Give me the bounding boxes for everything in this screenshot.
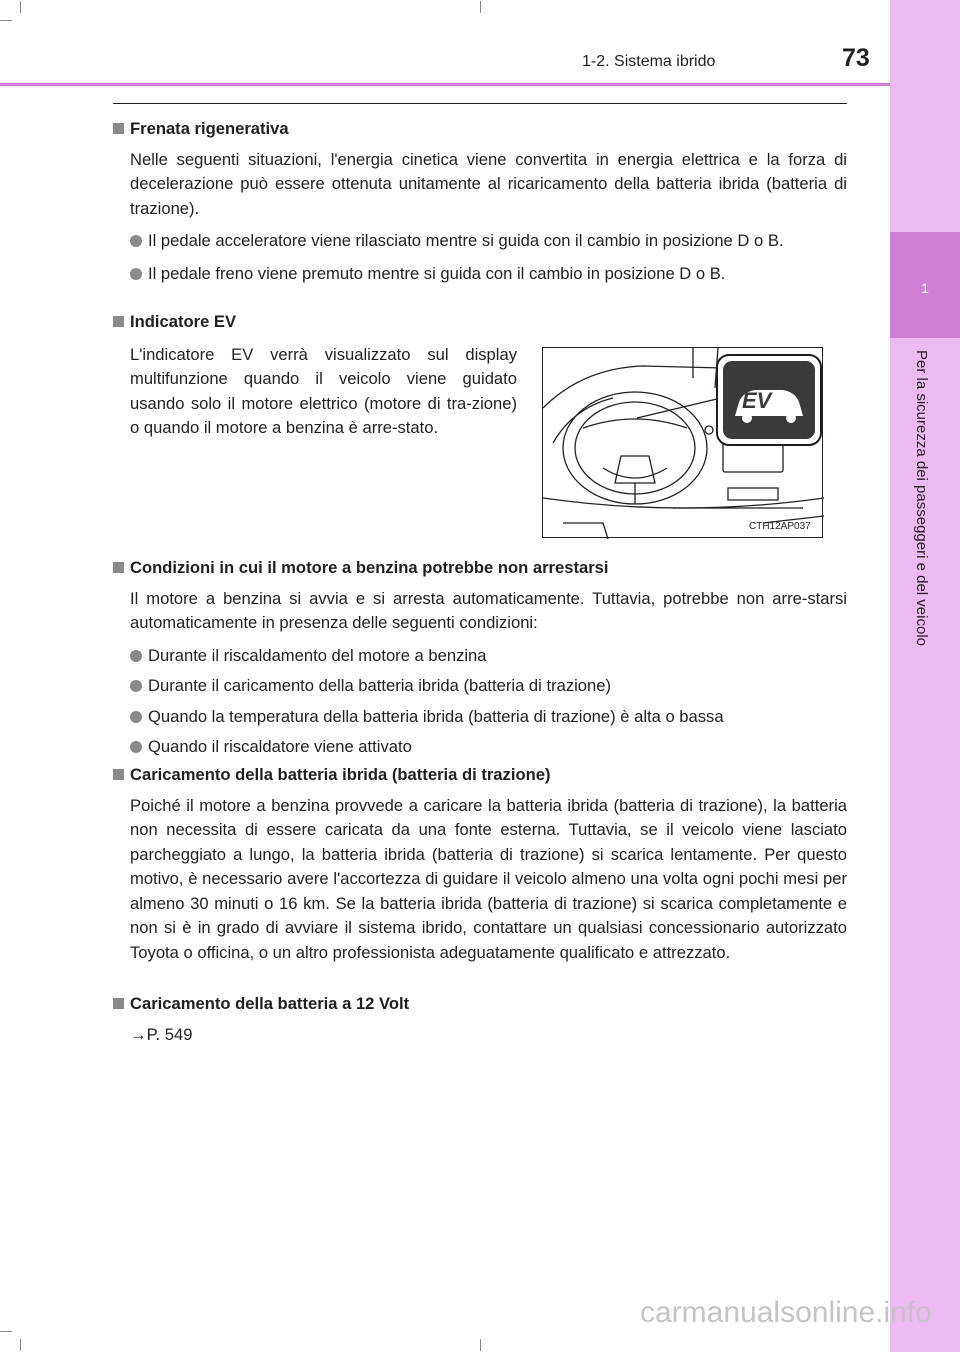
round-bullet-icon	[130, 650, 142, 662]
list-item: Il pedale acceleratore viene rilasciato mentre si guida con il cambio in posizione D o B.	[130, 229, 847, 254]
section-heading: Condizioni in cui il motore a benzina potrebbe non arrestarsi	[113, 556, 847, 581]
round-bullet-icon	[130, 268, 142, 280]
list-item: Durante il riscaldamento del motore a benzina	[130, 644, 847, 669]
crop-mark	[0, 1331, 12, 1332]
dashboard-drawing	[543, 348, 824, 539]
section-engine-not-stopping	[113, 556, 847, 760]
section-heading: Caricamento della batteria ibrida (batteria di trazione)	[113, 763, 847, 788]
section-hybrid-battery-charging	[113, 763, 847, 965]
section-paragraph: Il motore a benzina si avvia e si arresta automaticamente. Tuttavia, potrebbe non arre-starsi automaticamente in presenza delle seguenti condizioni:	[130, 588, 847, 632]
square-bullet-icon	[113, 123, 124, 134]
section-title: 1-2. Sistema ibrido	[582, 53, 716, 70]
round-bullet-icon	[130, 680, 142, 692]
crop-mark	[480, 1, 481, 13]
round-bullet-icon	[130, 711, 142, 723]
list-item: Quando il riscaldatore viene attivato	[130, 735, 847, 760]
section-paragraph: Nelle seguenti situazioni, l'energia cinetica viene convertita in energia elettrica e la forza di decelerazione può essere ottenuta unitamente al ricaricamento della batteria ibrida (batteria di trazione).	[130, 149, 847, 218]
ev-badge-text: EV	[742, 388, 772, 413]
section-heading: Indicatore EV	[113, 310, 847, 335]
square-bullet-icon	[113, 769, 124, 780]
crop-mark	[20, 1339, 21, 1351]
square-bullet-icon	[113, 998, 124, 1009]
list-item: Il pedale freno viene premuto mentre si guida con il cambio in posizione D o B.	[130, 262, 847, 287]
section-paragraph: Poiché il motore a benzina provvede a caricare la batteria ibrida (batteria di trazione), la batteria non necessita di essere caricata da una fonte esterna. Tuttavia, se il veicolo viene lasciato parcheggiato a lungo, la batteria ibrida (batteria di trazione) si scarica lentamente. Per questo motivo, è necessario avere l'accortezza di guidare il veicolo almeno una volta ogni pochi mesi per almeno 30 minuti o 16 km. Se la batteria ibrida (batteria di trazione) si scarica completamente e non si è in grado di avviare il sistema ibrido, contattare un qualsiasi concessionario autorizzato Toyota o officina, o un altro professionista adeguatamente qualificato e attrezzato.	[130, 795, 847, 962]
dashboard-illustration	[542, 347, 823, 538]
section-paragraph: L'indicatore EV verrà visualizzato sul display multifunzione quando il veicolo viene guidato usando solo il motore elettrico (motore di tra-zione) o quando il motore a benzina è arre-stato.	[130, 344, 517, 437]
content-rule	[113, 103, 847, 104]
list-item: Quando la temperatura della batteria ibrida (batteria di trazione) è alta o bassa	[130, 705, 847, 730]
header-divider	[0, 83, 890, 86]
section-regenerative-braking	[113, 117, 847, 286]
figure-code: CTH12AP037	[749, 521, 811, 532]
chapter-tab-strip	[890, 0, 960, 1352]
watermark: carmanualsonline.info	[640, 1296, 932, 1329]
square-bullet-icon	[113, 316, 124, 327]
crop-mark	[480, 1339, 481, 1351]
square-bullet-icon	[113, 562, 124, 573]
round-bullet-icon	[130, 741, 142, 753]
page-number: 73	[842, 44, 870, 72]
crop-mark	[20, 1, 21, 13]
chapter-title: Per la sicurezza dei passeggeri e del veicolo	[913, 350, 930, 646]
page-reference-link[interactable]: →P. 549	[130, 1024, 193, 1044]
section-heading: Caricamento della batteria a 12 Volt	[113, 992, 847, 1017]
section-12v-battery-charging	[113, 992, 847, 1047]
section-heading: Frenata rigenerativa	[113, 117, 847, 142]
list-item: Durante il caricamento della batteria ibrida (batteria di trazione)	[130, 674, 847, 699]
chapter-number: 1	[921, 280, 929, 296]
round-bullet-icon	[130, 235, 142, 247]
crop-mark	[0, 20, 12, 21]
